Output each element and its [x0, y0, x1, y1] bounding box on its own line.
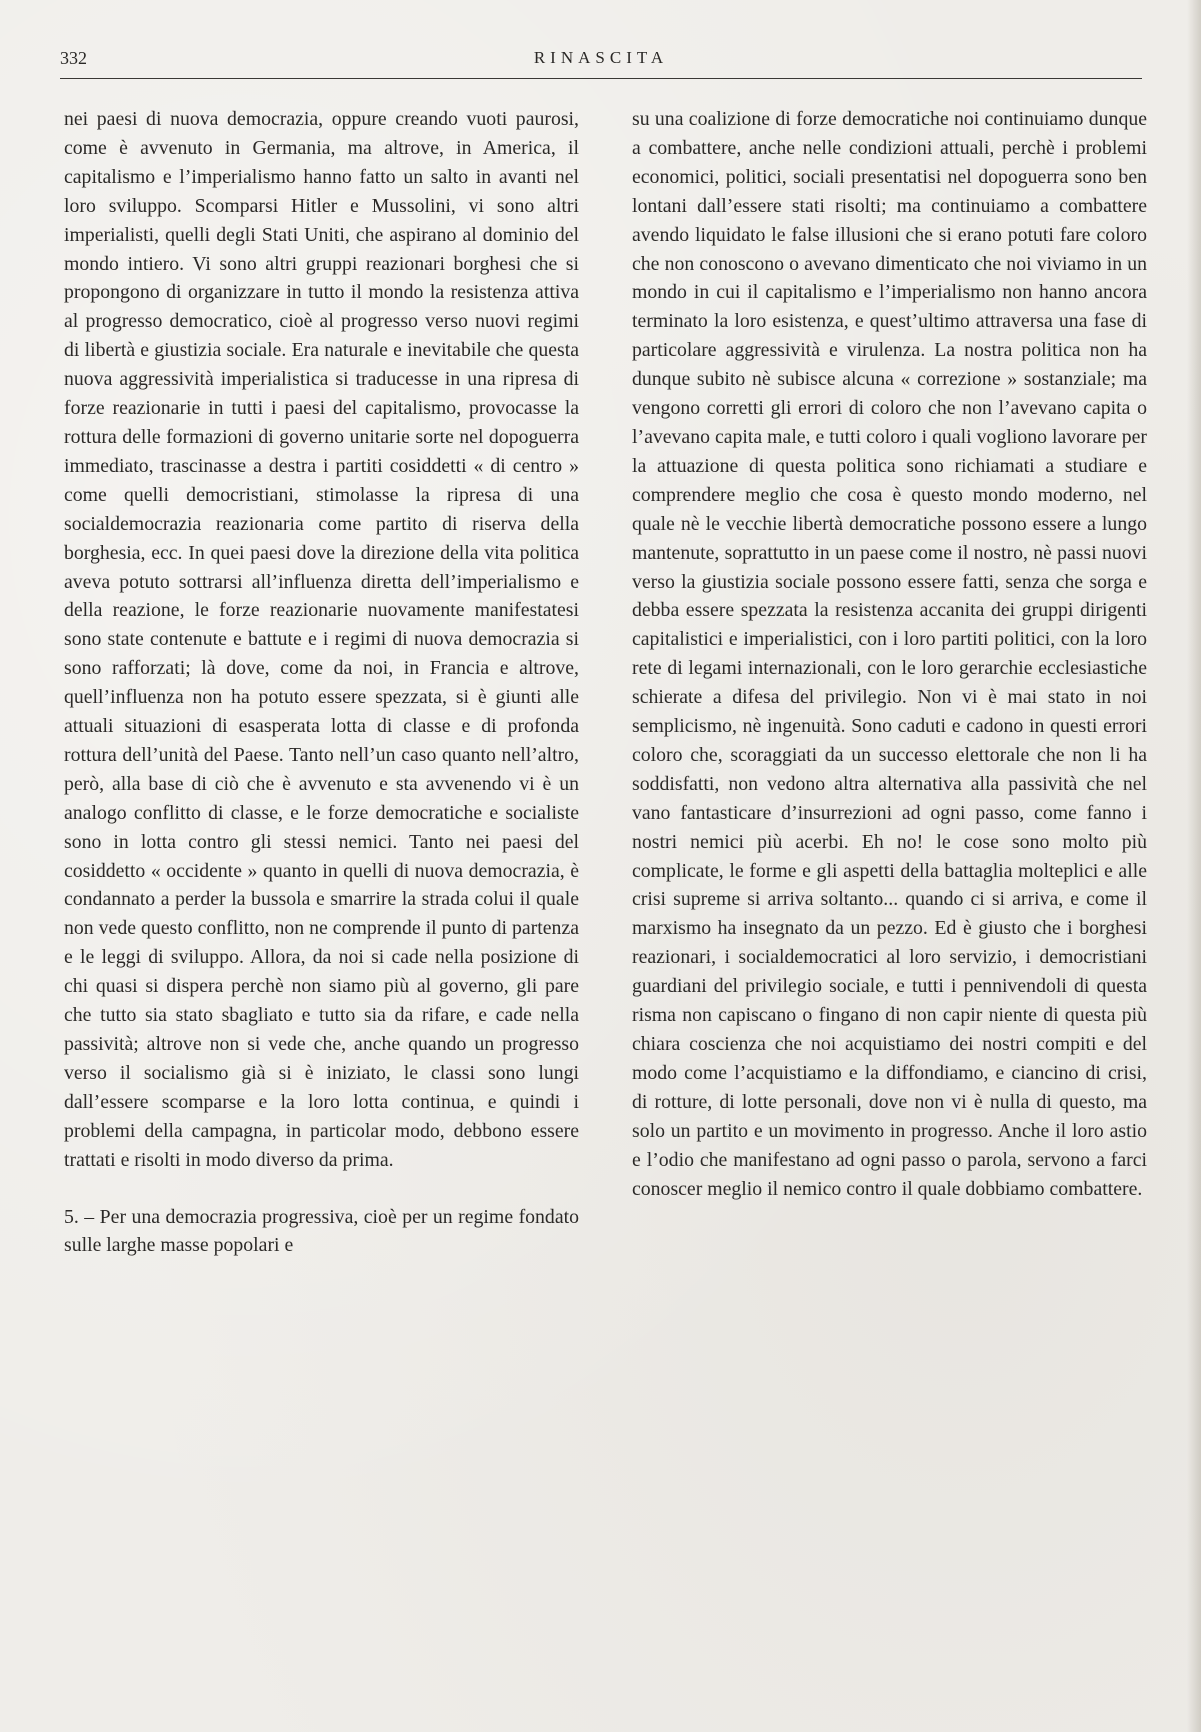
- header-rule: [60, 78, 1142, 79]
- paragraph: nei paesi di nuova democrazia, oppure creando vuoti paurosi, come è avvenuto in Germania, ma altrove, in America, il capitalismo e l’imperialismo hanno fatto un salto in avanti nel loro sviluppo. Scomparsi Hitler e Mussolini, vi sono altri imperialisti, quelli degli Stati Uniti, che aspirano al dominio del mondo intiero. Vi sono altri gruppi reazionari borghesi che si propongono di organizzare in tutto il mondo la resistenza attiva al progresso democratico, cioè al progresso verso nuovi regimi di libertà e giustizia sociale. Era naturale e inevitabile che questa nuova aggressività imperialistica si traducesse in una ripresa di forze reazionarie in tutti i paesi del capitalismo, provocasse la rottura delle formazioni di governo unitarie sorte nel dopoguerra immediato, trascinasse a destra i partiti cosiddetti « di centro » come quelli democristiani, stimolasse la ripresa di una socialdemocrazia reazionaria come partito di riserva della borghesia, ecc. In quei paesi dove la direzione della vita politica aveva potuto sottrarsi all’influenza diretta dell’imperialismo e della reazione, le forze reazionarie nuovamente manifestatesi sono state contenute e battute e i regimi di nuova democrazia si sono rafforzati; là dove, come da noi, in Francia e altrove, quell’influenza non ha potuto essere spezzata, si è giunti alle attuali situazioni di esasperata lotta di classe e di profonda rottura dell’unità del Paese. Tanto nell’un caso quanto nell’altro, però, alla base di ciò che è avvenuto e sta avvenendo vi è un analogo conflitto di classe, e le forze democratiche e socialiste sono in lotta contro gli stessi nemici. Tanto nei paesi del cosiddetto « occidente » quanto in quelli di nuova democrazia, è condannato a perder la bussola e smarrire la strada colui il quale non vede questo conflitto, non ne comprende il punto di partenza e le leggi di sviluppo. Allora, da noi si cade nella posizione di chi quasi si dispera perchè non siamo più al governo, gli pare che tutto sia stato sbagliato e tutto sia da rifare, e cade nella passività; altrove non si vede che, anche quando un progresso verso il socialismo già si è iniziato, le classi sono lungi dall’essere scomparse e la loro lotta continua, e quindi i problemi della campagna, in particolar modo, debbono essere trattati e risolti in modo diverso da prima.: [64, 108, 579, 1171]
- left-column: [64, 105, 579, 1260]
- right-column: [632, 105, 1147, 1203]
- paragraph: su una coalizione di forze democratiche noi continuiamo dunque a combattere, anche nelle condizioni attuali, perchè i problemi economici, politici, sociali presentatisi nel dopoguerra sono ben lontani dall’essere stati risolti; ma continuiamo a combattere avendo liquidato le false illusioni che si erano potuti fare coloro che non conoscono o avevano dimenticato che noi viviamo in un mondo in cui il capitalismo e l’imperialismo non hanno ancora terminato la loro esistenza, e quest’ultimo attraversa una fase di particolare aggressività e virulenza. La nostra politica non ha dunque subito nè subisce alcuna « correzione » sostanziale; ma vengono corretti gli errori di coloro che non l’avevano capita o l’avevano capita male, e tutti coloro i quali vogliono lavorare per la attuazione di questa politica sono richiamati a studiare e comprendere meglio che cosa è questo mondo moderno, nel quale nè le vecchie libertà democratiche possono essere a lungo mantenute, soprattutto in un paese come il nostro, nè passi nuovi verso la giustizia sociale possono essere fatti, senza che sorga e debba essere spezzata la resistenza accanita dei gruppi dirigenti capitalistici e imperialistici, con i loro partiti politici, con la loro rete di legami internazionali, con le loro gerarchie ecclesiastiche schierate a difesa del privilegio. Non vi è mai stato in noi semplicismo, nè ingenuità. Sono caduti e cadono in questi errori coloro che, scoraggiati da un successo elettorale che non li ha soddisfatti, non vedono altra alternativa alla passività che nel vano fantasticare d’insurrezioni ad ogni passo, come fanno i nostri nemici più acerbi. Eh no! le cose sono molto più complicate, le forme e gli aspetti della battaglia molteplici e alle crisi supreme si arriva soltanto... quando ci si arriva, e come il marxismo ha insegnato da un pezzo. Ed è giusto che i borghesi reazionari, i socialdemocratici al loro servizio, i democristiani guardiani del privilegio sociale, e tutti i pennivendoli di questa risma non capiscano o fingano di non capir niente di questa più chiara coscienza che noi acquistiamo dei nostri compiti e del modo come l’acquistiamo e la diffondiamo, e ciancino di crisi, di rotture, di lotte personali, dove non vi è nulla di questo, ma solo un partito e un movimento in progresso. Anche il loro astio e l’odio che manifestano ad ogni passo o parola, servono a farci conoscer meglio il nemico contro il quale dobbiamo combattere.: [632, 108, 1147, 1200]
- section-5-paragraph: 5. – Per una democrazia progressiva, cioè per un regime fondato sulle larghe masse popolari e: [64, 1205, 579, 1257]
- page-edge-shadow: [1187, 0, 1201, 1732]
- page-number: 332: [60, 48, 87, 68]
- page-header: [60, 48, 1142, 80]
- running-head: RINASCITA: [533, 48, 669, 67]
